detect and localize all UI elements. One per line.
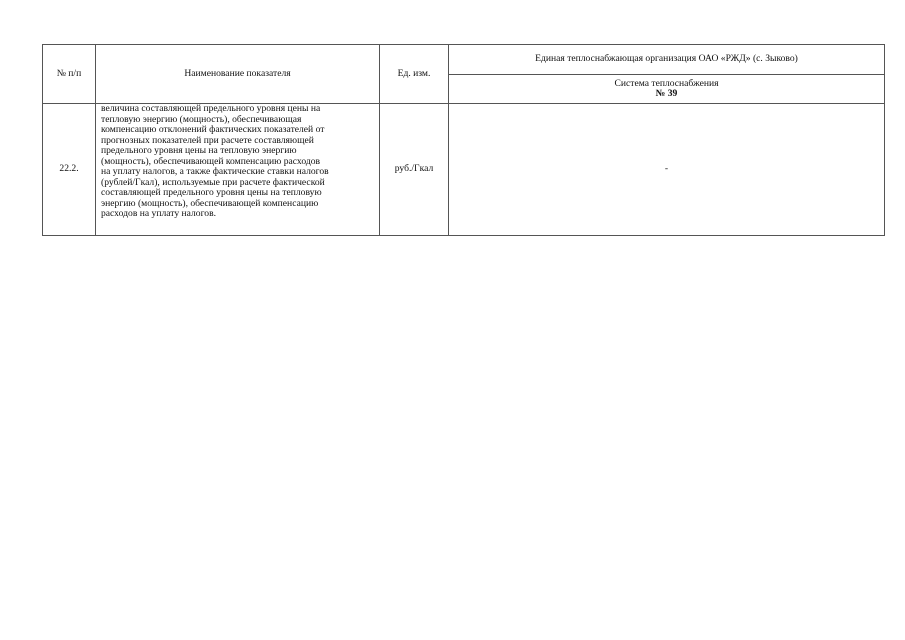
header-number: № п/п bbox=[43, 45, 96, 104]
system-number: № 39 bbox=[655, 88, 678, 100]
table-row bbox=[43, 104, 885, 236]
row-value: - bbox=[449, 104, 885, 236]
row-number: 22.2. bbox=[43, 104, 96, 236]
header-indicator-name: Наименование показателя bbox=[96, 45, 380, 104]
header-organization: Единая теплоснабжающая организация ОАО «РЖД» (с. Зыково) bbox=[449, 45, 885, 75]
system-label: Система теплоснабжения bbox=[614, 78, 719, 90]
row-unit: руб./Гкал bbox=[380, 104, 449, 236]
row-indicator-name: величина составляющей предельного уровня цены на тепловую энергию (мощность), обеспечивающая компенсацию отклонений фактических показателей от прогнозных показателей при расчете составляющей предельного уровня цены на тепловую энергию (мощность), обеспечивающей компенсацию расходов на уплату налогов, а также фактические ставки налогов (рублей/Гкал), используемые при расчете фактической составляющей предельного уровня цены на тепловую энергию (мощность), обеспечивающей компенсацию расходов на уплату налогов. bbox=[96, 104, 380, 236]
table-header-row bbox=[43, 45, 885, 75]
indicator-table bbox=[42, 44, 885, 236]
header-unit: Ед. изм. bbox=[380, 45, 449, 104]
header-heat-supply-system bbox=[449, 75, 885, 104]
